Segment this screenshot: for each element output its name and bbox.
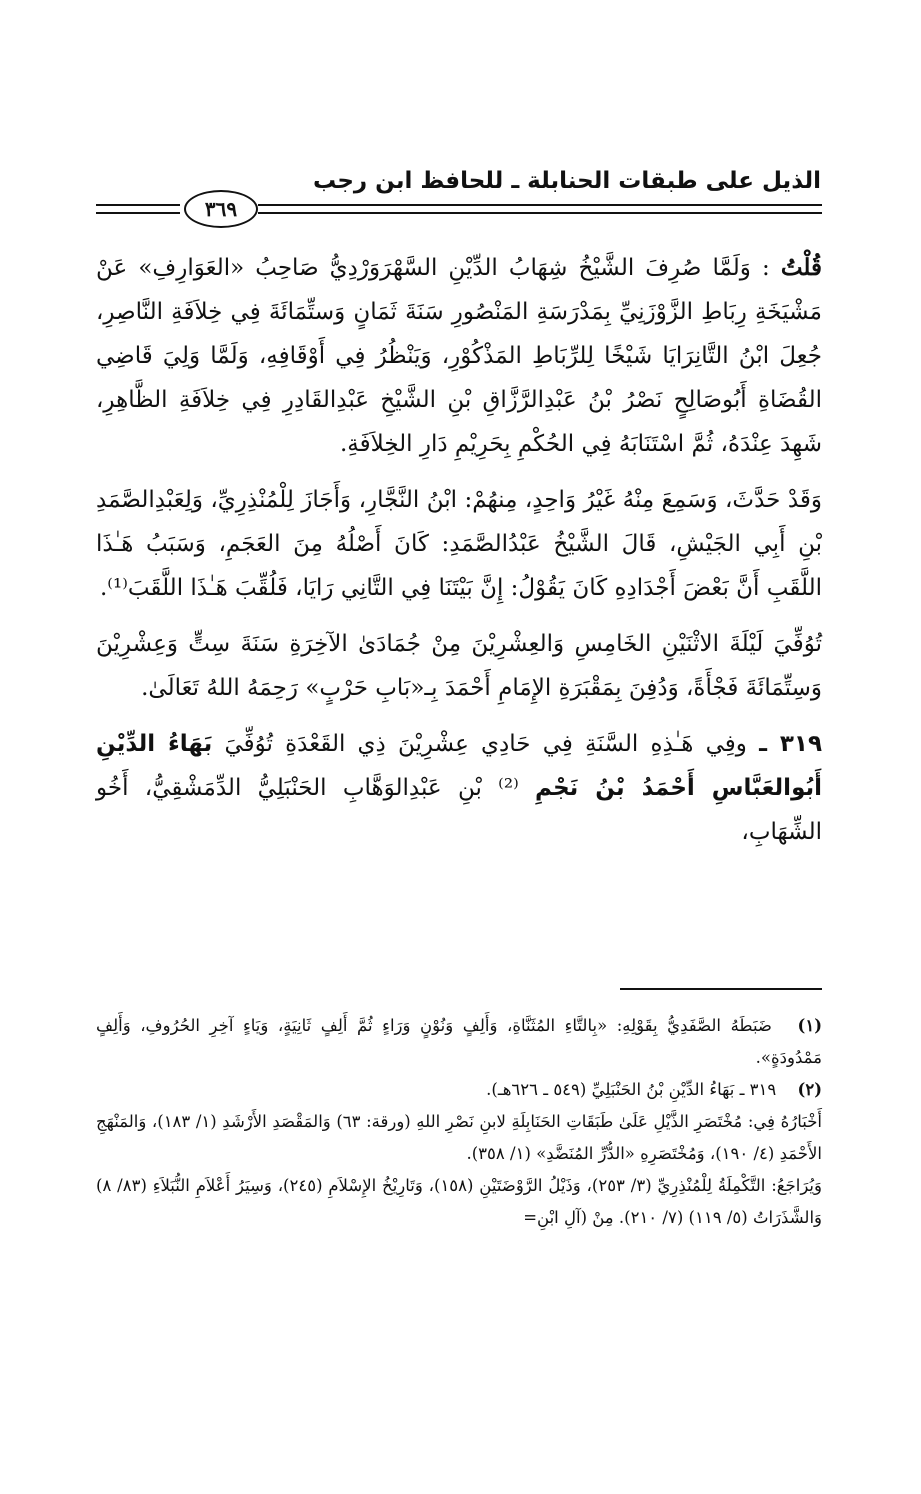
paragraph-4-text-a: وفِي هَـٰذِهِ السَّنَةِ فِي حَادِي عِشْرِيْنَ ذِي القَعْدَةِ تُوُفِّيَ (224, 731, 747, 757)
paragraph-1-lead: قُلْتُ (780, 254, 823, 281)
main-text (96, 246, 822, 866)
entry-number: ٣١٩ ـ (759, 731, 822, 757)
footnotes (96, 1010, 822, 1234)
paragraph-1-text: : وَلَمَّا صُرِفَ الشَّيْخُ شِهَابُ الدِّيْنِ السَّهْرَوَرْدِيُّ صَاحِبُ «العَوَارِفِ» عَنْ مَشْيَخَةِ رِبَاطِ الزَّوْزَنِيِّ بِمَدْرَسَةِ المَنْصُورِ سَنَةَ ثَمَانٍ وَستِّمَائَةَ فِي خِلاَفَةِ النَّاصِرِ، جُعِلَ ابْنُ التَّانِرَايَا شَيْخًا لِلرِّبَاطِ المَذْكُوْرِ، وَيَنْظُرُ فِي أَوْقَافِهِ، وَلَمَّا وَلِيَ قَاضِي القُضَاةِ أَبُوصَالِحٍ نَصْرُ بْنُ عَبْدِالرَّزَّاقِ بْنِ الشَّيْخِ عَبْدِالقَادِرِ فِي خِلاَفَةِ الظَّاهِرِ، شَهِدَ عِنْدَهُ، ثُمَّ اسْتَنَابَهُ فِي الحُكْمِ بِحَرِيْمِ دَارِ الخِلاَفَةِ. (96, 255, 822, 457)
header-rule-left (96, 204, 180, 214)
header-rule-right (258, 204, 822, 214)
footnote-1 (96, 1010, 822, 1074)
paragraph-4-text-b: ⁽²⁾ بْنِ عَبْدِالوَهَّابِ الحَنْبَلِيُّ الدِّمَشْقِيُّ، أَخُو الشِّهَابِ، (96, 775, 822, 845)
running-header-title: الذيل على طبقات الحنابلة ـ للحافظ ابن رجب (312, 168, 821, 194)
footnote-2 (96, 1074, 822, 1106)
footnote-1-number: (١) (797, 1016, 822, 1035)
paragraph-4 (96, 722, 822, 854)
footnote-2-title: ٣١٩ ـ بَهَاءُ الدِّيْنِ بْنُ الحَنْبَلِيِّ (٥٤٩ ـ ٦٢٦هـ). (486, 1080, 777, 1099)
footnote-2-references: وَيُرَاجَعُ: التَّكْمِلَةُ لِلْمُنْذِرِيِّ (٣/ ٢٥٣)، وَذَيْلُ الرَّوْضَتَيْنِ (١٥٨)، وَتَارِيْخُ الإِسْلاَمِ (٢٤٥)، وَسِيَرُ أَعْلاَمِ النُّبَلاَءِ (٨٣/ ٨) وَالشَّذَرَاتُ (٥/ ١١٩) (٧/ ٢١٠). مِنْ (آلِ ابْنِ= (96, 1176, 822, 1227)
entry-person-name: بَهَاءُ الدِّيْنِ أَبُوالعَبَّاسِ أَحْمَدُ بْنُ نَجْمِ (96, 731, 823, 801)
paragraph-2: وَقَدْ حَدَّثَ، وَسَمِعَ مِنْهُ غَيْرُ وَاحِدٍ، مِنهُمْ: ابْنُ النَّجَّارِ، وَأَجَازَ لِلْمُنْذِرِيِّ، وَلِعَبْدِالصَّمَدِ بْنِ أَبِي الجَيْشِ، قَالَ الشَّيْخُ عَبْدُالصَّمَدِ: كَانَ أَصْلُهُ مِنَ العَجَمِ، وَسَبَبُ هَـٰذَا اللَّقَبِ أَنَّ بَعْضَ أَجْدَادِهِ كَانَ يَقُوْلُ: إِنَّ بَيْتَنَا فِي التَّانِي رَايَا، فَلُقِّبَ هَـٰذَا اللَّقَبَ⁽¹⁾. (96, 487, 822, 601)
footnote-2-number: (٢) (797, 1080, 822, 1099)
paragraph-1 (96, 246, 822, 466)
footnote-divider (620, 988, 822, 990)
page-number: ٣٦٩ (184, 190, 258, 228)
paragraph-3: تُوُفِّيَ لَيْلَةَ الاثْنَيْنِ الخَامِسِ وَالعِشْرِيْنَ مِنْ جُمَادَىٰ الآخِرَةِ سَنَةَ سِتٍّ وَعِشْرِيْنَ وَسِتِّمَائَةَ فَجْأَةً، وَدُفِنَ بِمَقْبَرَةِ الإِمَامِ أَحْمَدَ بِـ«بَابِ حَرْبٍ» رَحِمَهُ اللهُ تَعَالَىٰ. (96, 631, 822, 701)
footnote-2-sources: أَخْبَارُهُ فِي: مُخْتَصَرِ الذَّيْلِ عَلَىٰ طَبَقَاتِ الحَنَابِلَةِ لابنِ نَصْرِ اللهِ (ورقة: ٦٣) وَالمَقْصَدِ الأَرْشَدِ (١/ ١٨٣)، وَالمَنْهَجِ الأَحْمَدِ (٤/ ١٩٠)، وَمُخْتَصَرِهِ «الدُّرِّ المُنَضَّدِ» (١/ ٣٥٨). (96, 1112, 822, 1163)
footnote-1-text: ضَبَطَهُ الصَّفَدِيُّ بِقَوْلِهِ: «بِالتَّاءِ المُثَنَّاةِ، وَأَلِفٍ وَنُوْنٍ وَرَاءٍ ثُمَّ أَلِفٍ ثَانِيَةٍ، وَيَاءٍ آخِرِ الحُرُوفِ، وَأَلِفٍ مَمْدُودَةٍ». (96, 1016, 822, 1067)
